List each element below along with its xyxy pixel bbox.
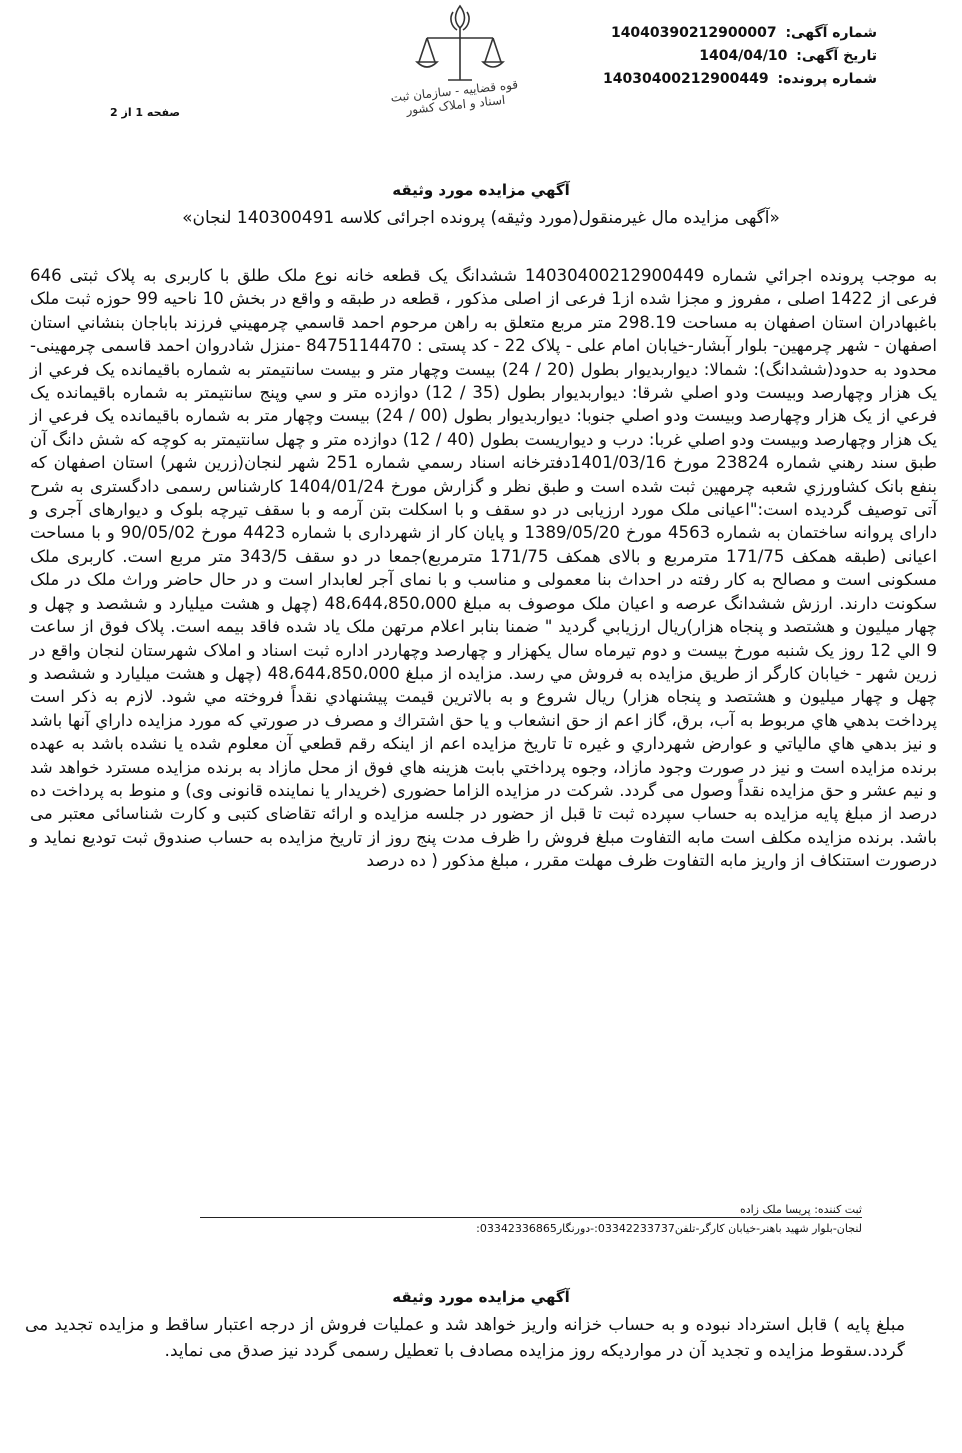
case-number-row bbox=[603, 68, 877, 91]
notice-body-continued: مبلغ پایه ) قابل استرداد نبوده و به حساب خزانه واریز خواهد شد و عملیات فروش از درجه اعتبار ساقط و مزایده تجدید می گردد.سقوط مزایده و تجدید آن در مواردیکه روز مزایده مصادف با تعطیل رسمی گردد نیز صدق می نماید. bbox=[25, 1315, 905, 1361]
registrar: ثبت کننده: پریسا ملک زاده bbox=[739, 1203, 862, 1216]
notice-body: به موجب پرونده اجرائي شماره 14030400212900449 ششدانگ یک قطعه خانه نوع ملک طلق با كاربری به پلاک ثبتی 646 فرعی از 1422 اصلی ، مفروز و مجزا شده از1 فرعی از اصلی مذکور ، قطعه در طبقه و واقع در بخش 10 ناحیه 99 حوزه ثبت ملک باغبهادران استان اصفهان به مساحت 298.19 متر مربع متعلق به راهن مرحوم احمد قاسمي چرمهيني فرزند باباجان بنشاني استان اصفهان - شهر چرمهين- بلوار آبشار-خیابان امام علی - پلاک 22 - کد پستی : 8475114470 -منزل شادروان احمد قاسمی چرمهینی- محدود به حدود(ششدانگ): شمالا: ديواربديوار بطول (20 / 24) بيست وچهار متر و بيست سانتيمتر به شماره باقيمانده يک فرعي از يک هزار وچهارصد وبيست ودو اصلي شرقا: ديواربديوار بطول (35 / 12) دوازده متر و سي وپنج سانتيمتر به شماره باقيمانده يک فرعي از يک هزار وچهارصد وبيست ودو اصلي جنوبا: ديواربديوار بطول (00 / 24) بيست وچهار متر به شماره باقيمانده يک فرعي از يک هزار وچهارصد وبيست ودو اصلي غربا: درب و ديواريست بطول (40 / 12) دوازده متر و چهل سانتيمتر به کوچه که شش دانگ آن طبق سند رهني شماره 23824 مورخ 1401/03/16دفترخانه اسناد رسمي شماره 251 شهر لنجان(زرين شهر) استان اصفهان كه بنفع بانک کشاورزي شعبه چرمهين ثبت شده است و طبق نظر و گزارش مورخ 1404/01/24 کارشناس رسمی دادگستری به شرح آتی توصیف گردیده است:"اعیانی ملک مورد ارزیابی در دو سقف و با اسکلت بتن آرمه و با سقف تیرچه بلوک و دیوارهای آجری و دارای پروانه ساختمان به شماره 4563 مورخ 1389/05/20 و پایان کار از شهرداری با شماره 4423 مورخ 90/05/02 و با مساحت اعیانی (طبقه همکف 171/75 مترمربع و بالای همکف 171/75 مترمربع)جمعا در دو سقف 343/5 متر مربع است. کاربری ملک مسکونی است و مصالح به کار رفته در احداث بنا معمولی و مناسب و با نمای آجر لعابدار است و در حال حاضر وراث ملک در ملک سکونت دارند. ارزش ششدانگ عرصه و اعیان ملک موصوف به مبلغ 48،644،850،000 (چهل و هشت میلیارد و ششصد و چهل و چهار میلیون و هشتصد و پنجاه هزار)ريال ارزيابي گرديد " ضمنا بنابر اعلام مرتهن ملک ياد شده فاقد بيمه است. پلاک فوق از ساعت 9 الي 12 روز یک شنبه مورخ بیست و دوم تیرماه سال یکهزار و چهارصد وچهاردر اداره ثبت اسناد و املاک شهرستان لنجان واقع در زرين شهر - خیابان کارگر از طريق مزايده به فروش مي رسد. مزايده از مبلغ 48،644،850،000 (چهل و هشت میلیارد و ششصد و چهل و چهار میلیون و هشتصد و پنجاه هزار) ريال شروع و به بالاترين قيمت پيشنهادي نقداً فروخته مي شود. لازم به ذکر است پرداخت بدهي هاي مربوط به آب، برق، گاز اعم از حق انشعاب و يا حق اشتراك و مصرف در صورتي که مورد مزايده داراي آنها باشد و نيز بدهي هاي مالياتي و عوارض شهرداري و غيره تا تاريخ مزايده اعم از اينکه رقم قطعي آن معلوم شده يا نشده باشد به عهده برنده مزايده است و نيز در صورت وجود مازاد، وجوه پرداختي بابت هزينه هاي فوق از محل مازاد به برنده مزايده مسترد خواهد شد و نیم عشر و حق مزایده نقداً وصول می گردد. شرکت در مزایده الزاما حضوری (خریدار یا نماینده قانونی وی) و منوط به پرداخت ده درصد از مبلغ پایه مزایده به حساب سپرده ثبت تا قبل از حضور در جلسه مزایده و ارائه تقاضای کتبی و کارت شناسائی معتبر می باشد. برنده مزایده مکلف است مابه التفاوت مبلغ فروش را ظرف مدت پنج روز از تاریخ مزایده به حساب صندوق ثبت تودیع نماید و درصورت استنکاف از واریز مابه التفاوت ظرف مهلت مقرر ، مبلغ مذکور ( ده درصد bbox=[30, 266, 938, 871]
ad-number: 14040390212900007 bbox=[610, 25, 777, 41]
case-number-label: شماره پرونده: bbox=[777, 71, 877, 87]
notice-title: آگهي مزايده مورد وثيقه bbox=[392, 181, 570, 199]
case-number: 14030400212900449 bbox=[603, 71, 769, 87]
office-address: لنجان-بلوار شهید باهنر-خیابان کارگر-تلفن03342233737:-دورنگار03342336865: bbox=[476, 1222, 862, 1235]
page-indicator: صفحه 1 از 2 bbox=[110, 106, 181, 119]
notice-subtitle: «آگهی مزایده مال غیرمنقول(مورد وثیقه) پرونده اجرائی کلاسه 140300491 لنجان» bbox=[182, 208, 780, 228]
ad-number-label: شماره آگهی: bbox=[785, 25, 877, 41]
ad-metadata bbox=[603, 22, 877, 91]
ad-date-label: تاریخ آگهی: bbox=[796, 48, 877, 64]
divider bbox=[200, 1217, 862, 1218]
ad-number-row bbox=[603, 22, 877, 45]
ad-date-row bbox=[603, 45, 877, 68]
notice-title-continued: آگهي مزايده مورد وثيقه bbox=[392, 1288, 570, 1306]
ad-date: 1404/04/10 bbox=[699, 48, 788, 64]
organization-signature: قوه قضاییه - سازمان ثبت اسناد و املاک کشور bbox=[389, 77, 519, 118]
